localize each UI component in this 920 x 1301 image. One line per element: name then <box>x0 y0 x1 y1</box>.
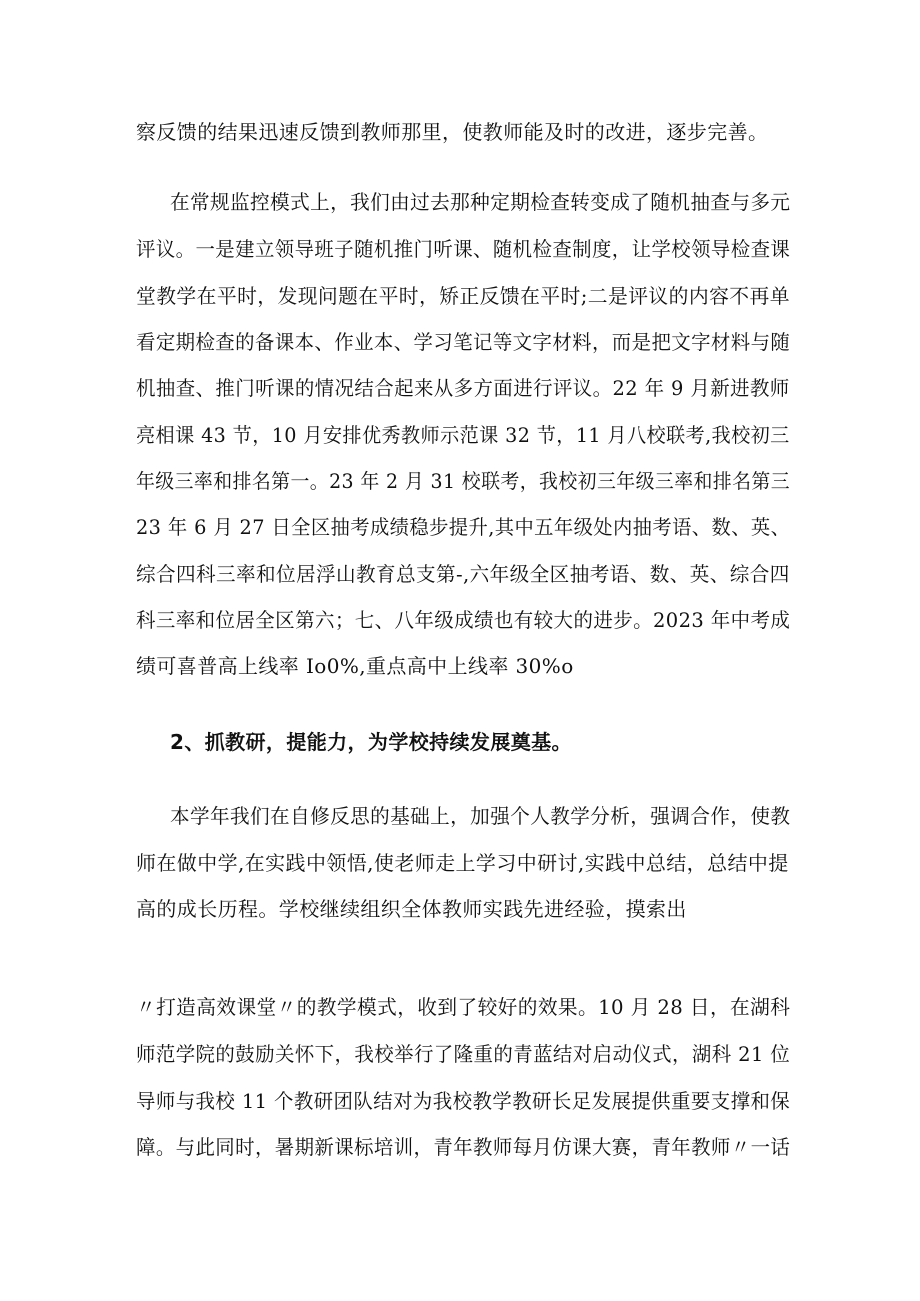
paragraph-2-line-7: 年级三率和排名第一。23 年 2 月 31 校联考，我校初三年级三率和排名第三 <box>136 469 791 493</box>
paragraph-2-line-11: 绩可喜普高上线率 Io0%,重点高中上线率 30%o <box>136 654 574 678</box>
paragraph-4-line-2: 师范学院的鼓励关怀下，我校举行了隆重的青蓝结对启动仪式，湖科 21 位 <box>136 1042 791 1066</box>
paragraph-3-line-1: 本学年我们在自修反思的基础上，加强个人教学分析，强调合作，使教 <box>170 804 791 828</box>
paragraph-2-line-5: 机抽查、推门听课的情况结合起来从多方面进行评议。22 年 9 月新进教师 <box>136 376 790 400</box>
paragraph-2-line-3: 堂教学在平时，发现问题在平时，矫正反馈在平时;二是评议的内容不再单 <box>136 284 790 308</box>
paragraph-2-line-9: 综合四科三率和位居浮山教育总支第-,六年级全区抽考语、数、英、综合四 <box>136 562 790 586</box>
paragraph-2-line-2: 评议。一是建立领导班子随机推门听课、随机检查制度，让学校领导检查课 <box>136 237 791 261</box>
paragraph-2-line-4: 看定期检查的备课本、作业本、学习笔记等文字材料，而是把文字材料与随 <box>136 330 791 354</box>
paragraph-4-line-4: 障。与此同时，暑期新课标培训，青年教师每月仿课大赛，青年教师〃一话 <box>136 1135 791 1159</box>
paragraph-4-line-3: 导师与我校 11 个教研团队结对为我校教学教研长足发展提供重要支撑和保 <box>136 1089 791 1113</box>
paragraph-2-line-8: 23 年 6 月 27 日全区抽考成绩稳步提升,其中五年级处内抽考语、数、英、 <box>136 515 791 539</box>
paragraph-4-line-1: 〃打造高效课堂〃的教学模式，收到了较好的效果。10 月 28 日，在湖科 <box>136 995 791 1019</box>
paragraph-2-line-1: 在常规监控模式上，我们由过去那种定期检查转变成了随机抽查与多元 <box>170 190 791 214</box>
paragraph-3-line-2: 师在做中学,在实践中领悟,使老师走上学习中研讨,实践中总结，总结中提 <box>136 851 789 875</box>
paragraph-1-line-1: 察反馈的结果迅速反馈到教师那里，使教师能及时的改进，逐步完善。 <box>136 120 769 144</box>
paragraph-2-line-6: 亮相课 43 节，10 月安排优秀教师示范课 32 节，11 月八校联考,我校初三 <box>136 423 790 447</box>
paragraph-3-line-3: 高的成长历程。学校继续组织全体教师实践先进经验，摸索出 <box>136 897 687 921</box>
paragraph-2-line-10: 科三率和位居全区第六；七、八年级成绩也有较大的进步。2023 年中考成 <box>136 608 791 632</box>
section-heading: 2、抓教研，提能力，为学校持续发展奠基。 <box>170 730 572 754</box>
